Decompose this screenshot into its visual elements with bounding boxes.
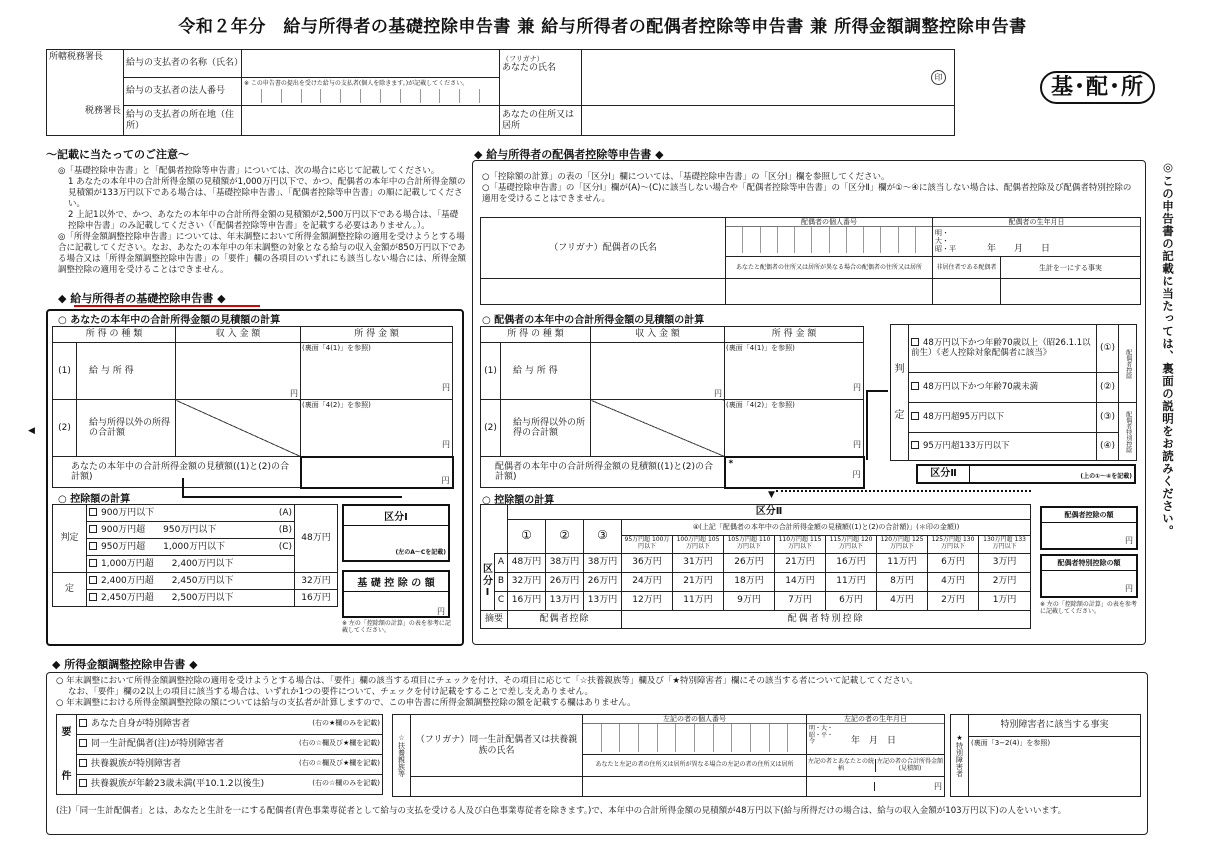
summary-label: 摘要 [481, 610, 508, 628]
special-label: 特別障害者に該当する事実 [969, 715, 1141, 737]
bracket-row[interactable]: 2,400万円超 2,450万円以下 [87, 573, 295, 590]
dep-addr-label: あなたと左記の者の住所又は居所が異なる場合の左記の者の住所又は居所 [583, 755, 807, 777]
checkbox[interactable] [911, 338, 919, 346]
range-header: 105万円超 110万円以下 [724, 535, 775, 553]
payer-address-field[interactable] [242, 106, 500, 136]
req-row[interactable]: 扶養親族が年齢23歳未満(平10.1.2以後生) (右の☆欄のみを記載) [77, 775, 383, 795]
bracket-row[interactable]: 950万円超 1,000万円以下 (C) [87, 539, 295, 556]
basic-note: ※ 左の「控除額の計算」の表を参考に記載してください。 [342, 620, 451, 634]
special-deduction-box[interactable]: 配偶者特別控除の額 円 [1040, 554, 1138, 598]
row-label: 給与所得以外の所得の合計額 [77, 400, 176, 457]
income-label: 左記の者の合計所得金額(見積額) [876, 757, 943, 772]
deduction-value: 48万円 [508, 553, 546, 572]
bracket-amount: 32万円 [295, 573, 338, 590]
summary-right: 配偶者特別控除 [622, 610, 1031, 628]
row-label: 給与所得以外の所得の合計額 [501, 400, 591, 457]
income-field[interactable]: 円 [591, 343, 725, 400]
livelihood-field[interactable] [1001, 279, 1141, 305]
your-name-field[interactable] [582, 50, 955, 106]
adjust-intro: ○ 年末調整において所得金額調整控除の適用を受けようとする場合は、「要件」欄の該当する項目にチェックを付け、その項目に応じて「☆扶養親族等」欄及び「★特別障害者」欄にその該当する者について記載してください。 [56, 676, 918, 686]
spouse-total-label: 配偶者の本年中の合計所得金額の見積額((1)と(2)の合計額) [481, 457, 725, 488]
circled-col: ① [508, 519, 546, 553]
special-field[interactable]: (裏面「3−2(4)」を参照) [969, 737, 1141, 797]
adjust-footnote: (注)「同一生計配偶者」とは、あなたと生計を一にする配偶者(青色事業専従者として給与の支払を受ける人及び白色事業専従者を除きます。)で、本年中の合計所得金額の見積額が48万円以下(給与所得だけの場合は、給与の収入金額が103万円以下)の人をいいます。 [56, 806, 1067, 816]
judge-label: 判定 [53, 505, 87, 573]
deduction-table [480, 504, 1031, 629]
deduction-value: 13万円 [584, 591, 622, 610]
deduction-value: 21万円 [775, 553, 826, 572]
rel-field[interactable] [807, 782, 875, 791]
bracket-row[interactable]: 1,000万円超 2,400万円以下 [87, 556, 295, 573]
deduction-value: 26万円 [584, 572, 622, 591]
col-header: 収 入 金 額 [591, 327, 725, 343]
range-header: 100万円超 105万円以下 [673, 535, 724, 553]
deduction-value: 3万円 [979, 553, 1031, 572]
adjust-heading: ◆ 所得金額調整控除申告書 ◆ [52, 658, 198, 671]
note-item: ◎「所得金額調整控除申告書」については、年末調整において所得金額調整控除の適用を受けようとする場合に記載してください。なお、あなたの本年中の年末調整の対象となる給与の収入金額が850万円以下である場合又は「所得金額調整控除申告書」の「要件」欄の各項目のいずれにも該当しない場合には、所得金額調整控除の適用を受けることはできません。 [58, 232, 467, 276]
dep-address-field[interactable] [583, 777, 807, 797]
kubun2-box[interactable] [916, 464, 1136, 484]
col4-header: ④(上記「配偶者の本年中の合計所得金額の見積額((1)と(2)の合計額)」(＊印の金額)) [622, 519, 1031, 535]
deduction-value: 26万円 [724, 553, 775, 572]
total-label: あなたの本年中の合計所得金額の見積額((1)と(2)の合計額) [53, 457, 301, 488]
checkbox[interactable] [911, 382, 919, 390]
spouse-addr-label: あなたと配偶者の住所又は居所が異なる場合の配偶者の住所又は居所 [726, 257, 933, 279]
kubun1-note: (左のA〜Cを記載) [395, 549, 446, 556]
income-diagonal [176, 400, 301, 457]
deduction-value: 2万円 [979, 572, 1031, 591]
range-header: 110万円超 115万円以下 [775, 535, 826, 553]
judge-num: (③) [1097, 403, 1119, 433]
office-label: 所轄税務署長 [49, 52, 104, 62]
earning-field[interactable]: (裏面「4(2)」を参照) 円 [301, 400, 453, 457]
row-tag: A [495, 553, 508, 572]
basic-deduction-label: 基 礎 控 除 の 額 [344, 572, 448, 592]
deduction-value: 11万円 [826, 572, 877, 591]
your-address-label: あなたの住所又は居所 [500, 106, 582, 136]
checkbox[interactable] [89, 542, 97, 550]
kubun2-note: (上の①〜④を記載) [1080, 473, 1132, 480]
deduction-value: 14万円 [775, 572, 826, 591]
dep-birth-field[interactable]: 左記の者の生年月日 明・大・昭・平・令 年 月 日 [807, 715, 945, 755]
basic-heading: ◆ 給与所得者の基礎控除申告書 ◆ [58, 292, 226, 305]
dep-number-field[interactable]: 左記の者の個人番号 [583, 715, 807, 755]
row-number: (2) [481, 400, 501, 457]
payer-number-field[interactable] [242, 78, 500, 106]
payer-number-note: ※ この申告書の提出を受けた給与の支払者(個人を除きます。)が記載してください。 [244, 80, 469, 88]
payer-name-label: 給与の支払者の名称（氏名） [124, 50, 242, 78]
spouse-name-label: （フリガナ）配偶者の氏名 [481, 218, 726, 279]
deduction-value: 1万円 [979, 591, 1031, 610]
earning-field[interactable]: (裏面「4(1)」を参照) 円 [725, 343, 864, 400]
payer-address-label: 給与の支払者の所在地（住所） [124, 106, 242, 136]
deduction-value: 13万円 [546, 591, 584, 610]
deduction-value: 16万円 [508, 591, 546, 610]
adjust-intro: なお、「要件」欄の2以上の項目に該当する場合は、いずれか1つの要件について、チェックを付け記載をすることで差し支えありません。 [68, 687, 593, 698]
deduction-value: 32万円 [508, 572, 546, 591]
deduction-value: 2万円 [928, 591, 979, 610]
basic-calc-heading: ○ あなたの本年中の合計所得金額の見積額の計算 [58, 315, 281, 326]
deduction-value: 26万円 [546, 572, 584, 591]
circled-col: ③ [584, 519, 622, 553]
spouse-intro: ○「基礎控除申告書」の「区分Ⅰ」欄が(A)〜(C)に該当しない場合や「配偶者控除等申告書」の「区分Ⅱ」欄が①〜④に該当しない場合は、配偶者控除及び配偶者特別控除の適用を受けることはできません。 [482, 183, 1132, 205]
arrow-down-icon [182, 478, 402, 498]
col-header: 収 入 金 額 [176, 327, 301, 343]
office-suffix: 税務署長 [84, 106, 121, 117]
rel-label: 左記の者とあなたとの続柄 [807, 757, 874, 772]
judge-num: (④) [1097, 433, 1119, 461]
table-kubun1: 区分Ⅰ [481, 553, 495, 610]
row-number: (1) [481, 343, 501, 400]
bracket-row[interactable]: 2,450万円超 2,500万円以下 [87, 590, 295, 607]
livelihood-label: 生計を一にする事実 [1001, 257, 1141, 279]
kubun1-label: 区分Ⅰ [344, 506, 448, 526]
judge-label-2: 定 [53, 573, 87, 607]
judge-item[interactable]: 48万円以下かつ年齢70歳未満 [909, 373, 1097, 403]
note-item: 1 あなたの本年中の合計所得金額の見積額が1,000万円以下で、かつ、配偶者の本年中の合計所得金額の見積額が133万円以下である場合は、「基礎控除申告書」、「配偶者控除等申告書」の順に記載してください。 [68, 177, 466, 210]
deduction-value: 18万円 [724, 572, 775, 591]
deduction-value: 11万円 [673, 591, 724, 610]
earning-field[interactable]: (裏面「4(1)」を参照) 円 [301, 343, 453, 400]
star1-label: ☆扶養親族等 [393, 715, 411, 797]
spouse-birth-field[interactable]: 配偶者の生年月日 明・大・昭・平 年 月 日 [933, 218, 1141, 257]
spouse-number-field[interactable]: 配偶者の個人番号 [726, 218, 933, 257]
req-row[interactable]: 扶養親族が特別障害者 (右の☆欄及び★欄を記載) [77, 755, 383, 775]
spouse-calc-heading: ○ 配偶者の本年中の合計所得金額の見積額の計算 [482, 315, 705, 326]
your-address-field[interactable] [582, 106, 955, 136]
col-header: 所 得 の 種 類 [481, 327, 591, 343]
col-header: 所 得 金 額 [301, 327, 453, 343]
nonres-label: 非居住者である配偶者 [933, 257, 1001, 279]
income-field[interactable]: 円 [176, 343, 301, 400]
deduction-value: 12万円 [622, 591, 673, 610]
table-kubun2: 区分Ⅱ [508, 505, 1031, 520]
deduction-value: 31万円 [673, 553, 724, 572]
payer-name-field[interactable] [242, 50, 500, 78]
checkbox[interactable] [79, 739, 87, 747]
judge-side-label: 配偶者控除 [1119, 325, 1137, 403]
spouse-total-field[interactable]: * 円 [725, 457, 864, 488]
dependents-table [392, 714, 945, 797]
deduction-value: 24万円 [622, 572, 673, 591]
dep-name-field[interactable] [411, 777, 583, 797]
spouse-name-field[interactable] [481, 279, 726, 305]
checkbox[interactable] [89, 559, 97, 567]
req-label: 要 件 [57, 715, 77, 795]
row-number: (1) [53, 343, 77, 400]
circled-col: ② [546, 519, 584, 553]
spouse-deduction-box[interactable]: 配偶者控除の額 円 [1040, 506, 1138, 550]
summary-left: 配偶者控除 [508, 610, 622, 628]
kubun2-label: 区分Ⅱ [918, 466, 970, 482]
notes-heading: 〜記載に当たってのご注意〜 [46, 148, 189, 161]
kubun1-box [342, 504, 450, 562]
your-name-label: あなたの氏名 [502, 62, 557, 73]
form-badge: 基･配･所 [1040, 71, 1155, 104]
spouse-address-field[interactable] [726, 279, 933, 305]
seal-mark: 印 [931, 70, 946, 85]
row-number: (2) [53, 400, 77, 457]
deduction-value: 7万円 [775, 591, 826, 610]
star2-label: ★特別障害者 [951, 715, 969, 797]
checkbox[interactable] [89, 525, 97, 533]
row-tag: C [495, 591, 508, 610]
spouse-heading: ◆ 給与所得者の配偶者控除等申告書 ◆ [474, 148, 664, 161]
checkbox[interactable] [79, 779, 87, 787]
spouse-note: ※ 左の「控除額の計算」の表を参考に記載してください。 [1040, 601, 1137, 615]
deduction-value: 4万円 [877, 591, 928, 610]
bracket-row[interactable]: 900万円超 950万円以下 (B) [87, 522, 295, 539]
spouse-deduction-heading: ○ 控除額の計算 [482, 495, 555, 506]
income-diagonal [591, 400, 725, 457]
payer-number-label: 給与の支払者の法人番号 [124, 78, 242, 106]
dotted-connector [776, 490, 1031, 492]
deduction-value: 36万円 [622, 553, 673, 572]
col-header: 所 得 の 種 類 [53, 327, 176, 343]
judge-vertical: 判 定 [891, 325, 909, 461]
checkbox[interactable] [911, 412, 919, 420]
left-arrow-mark: ◀ [28, 426, 35, 436]
range-header: 120万円超 125万円以下 [877, 535, 928, 553]
deduction-value: 6万円 [826, 591, 877, 610]
row-label: 給 与 所 得 [77, 343, 176, 400]
adjust-intro: ○ 年末調整における所得金額調整控除の額については給与の支払者が計算しますので、この申告書に所得金額調整控除の額を記載する欄はありません。 [56, 698, 636, 709]
checkbox[interactable] [89, 593, 97, 601]
page-title: 令和２年分 給与所得者の基礎控除申告書 兼 給与所得者の配偶者控除等申告書 兼 所得金額調整控除申告書 [178, 17, 1027, 37]
judge-item[interactable]: 48万円超95万円以下 [909, 403, 1097, 433]
checkbox[interactable] [89, 508, 97, 516]
total-field[interactable]: 円 [301, 457, 453, 488]
judge-side-label: 配偶者特別控除 [1119, 403, 1137, 461]
checkbox[interactable] [79, 719, 87, 727]
col-header: 所 得 金 額 [725, 327, 864, 343]
income-field[interactable]: 円 [934, 781, 942, 791]
deduction-value: 38万円 [584, 553, 622, 572]
spouse-arrow [866, 390, 888, 460]
deduction-value: 4万円 [928, 572, 979, 591]
deduction-value: 6万円 [928, 553, 979, 572]
dep-name-label: （フリガナ）同一生計配偶者又は扶養親族の氏名 [411, 715, 583, 777]
deduction-value: 16万円 [826, 553, 877, 572]
judge-num: (①) [1097, 325, 1119, 373]
note-item: ◎「基礎控除申告書」と「配偶者控除等申告書」については、次の場合に応じて記載してください。 [58, 166, 440, 176]
spouse-intro: ○「控除額の計算」の表の「区分Ⅰ」欄については、「基礎控除申告書」の「区分Ⅰ」欄を参照してください。 [482, 172, 890, 182]
basic-heading-underline [74, 305, 260, 307]
deduction-value: 11万円 [877, 553, 928, 572]
judge-item[interactable]: 95万円超133万円以下 [909, 433, 1097, 461]
checkbox[interactable] [89, 576, 97, 584]
checkbox[interactable] [911, 441, 919, 449]
requirements-table [56, 714, 383, 795]
judge-item[interactable]: 48万円以下かつ年齢70歳以上（昭26.1.1以前生）《老人控除対象配偶者に該当》 [909, 325, 1097, 373]
special-table [950, 714, 1141, 797]
arrow-down-icon: ▼ [768, 490, 775, 500]
notes-section [46, 146, 466, 276]
amount-48: 48万円 [295, 505, 338, 573]
deduction-value: 8万円 [877, 572, 928, 591]
row-tag: B [495, 572, 508, 591]
deduction-value: 38万円 [546, 553, 584, 572]
bracket-amount: 16万円 [295, 590, 338, 607]
range-header: 125万円超 130万円以下 [928, 535, 979, 553]
row-label: 給 与 所 得 [501, 343, 591, 400]
deduction-value: 21万円 [673, 572, 724, 591]
header-section [46, 49, 954, 135]
judge-num: (②) [1097, 373, 1119, 403]
req-row[interactable]: あなた自身が特別障害者 (右の★欄のみを記載) [77, 715, 383, 735]
basic-deduction-heading: ○ 控除額の計算 [58, 494, 131, 505]
range-header: 95万円超 100万円以下 [622, 535, 673, 553]
req-row[interactable]: 同一生計配偶者(注)が特別障害者 (右の☆欄及び★欄を記載) [77, 735, 383, 755]
range-header: 115万円超 120万円以下 [826, 535, 877, 553]
basic-deduction-box[interactable]: 基 礎 控 除 の 額 円 [342, 570, 450, 618]
furigana-label: （フリガナ） [502, 54, 544, 63]
side-instruction: ◎この申告書の記載に当たっては、裏面の説明をお読みください。 [1161, 160, 1175, 538]
note-item: 2 上記1以外で、かつ、あなたの本年中の合計所得金額の見積額が2,500万円以下である場合は、「基礎控除申告書」のみ記載してください（「配偶者控除等申告書」を記載する必要はありません。）。 [68, 210, 459, 232]
range-header: 130万円超 133万円以下 [979, 535, 1031, 553]
bracket-row[interactable]: 900万円以下 (A) [87, 505, 295, 522]
nonres-field[interactable] [933, 279, 1001, 305]
deduction-value: 9万円 [724, 591, 775, 610]
earning-field[interactable]: (裏面「4(2)」を参照) 円 [725, 400, 864, 457]
checkbox[interactable] [79, 759, 87, 767]
